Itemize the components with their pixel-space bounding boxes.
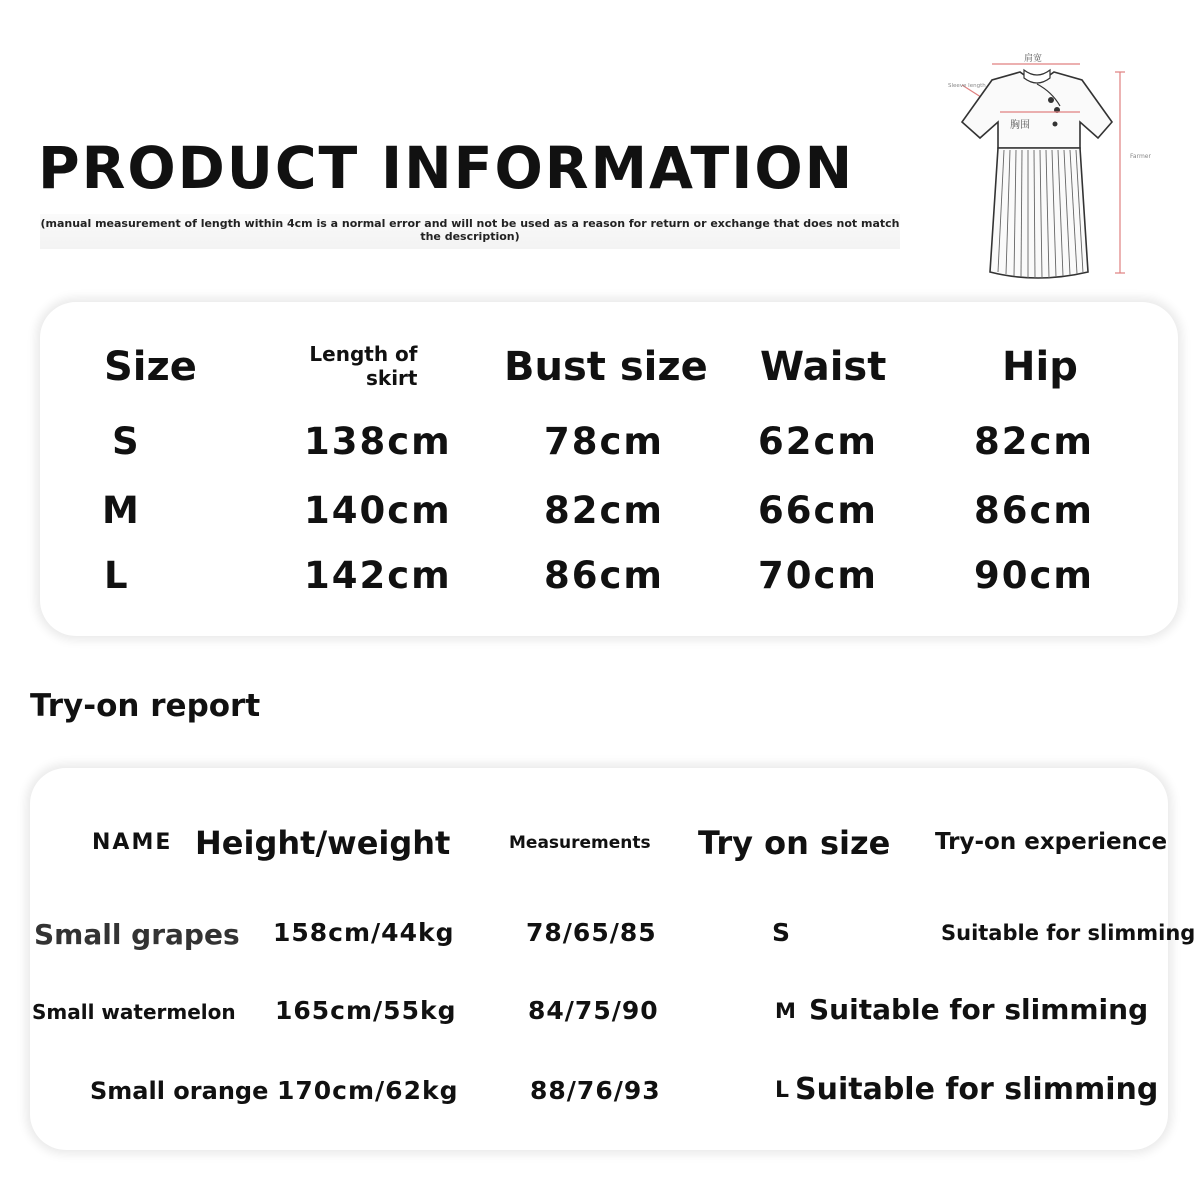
tryon-measurements-cell: 88/76/93	[530, 1076, 661, 1105]
size-cell: S	[112, 420, 141, 463]
waist-cell: 62cm	[758, 420, 878, 463]
waist-header: Waist	[760, 344, 887, 390]
tryon-name-cell: Small grapes	[34, 918, 240, 951]
tryon-name-cell: Small watermelon	[32, 1000, 236, 1024]
hip-header: Hip	[1002, 344, 1078, 390]
bust-cell: 78cm	[544, 420, 664, 463]
length-cell: 142cm	[304, 554, 452, 597]
size-cell: L	[104, 554, 130, 597]
length-header	[308, 342, 417, 390]
hip-cell: 90cm	[974, 554, 1094, 597]
hip-cell: 82cm	[974, 420, 1094, 463]
length-cell: 140cm	[304, 489, 452, 532]
measurements-header: Measurements	[509, 833, 651, 853]
tryon-size-cell: S	[772, 918, 792, 947]
tryon-height-weight-cell: 165cm/55kg	[275, 996, 457, 1025]
tryon-size-cell: L	[775, 1078, 790, 1103]
bust-cell: 82cm	[544, 489, 664, 532]
tryon-experience-header: Try-on experience	[935, 829, 1168, 855]
page-title: PRODUCT INFORMATION	[38, 134, 855, 202]
tryon-height-weight-cell: 158cm/44kg	[273, 918, 455, 947]
bust-cell: 86cm	[544, 554, 664, 597]
waist-cell: 70cm	[758, 554, 878, 597]
length-cell: 138cm	[304, 420, 452, 463]
hip-cell: 86cm	[974, 489, 1094, 532]
tryon-measurements-cell: 84/75/90	[528, 996, 659, 1025]
tryon-height-weight-cell: 170cm/62kg	[277, 1076, 459, 1105]
length-label: Farmer	[1130, 153, 1151, 160]
sleeve-length-label: Sleeve length	[948, 83, 986, 89]
tryon-experience-cell: Suitable for slimming	[795, 1072, 1159, 1107]
waist-cell: 66cm	[758, 489, 878, 532]
tryon-section-title: Try-on report	[30, 688, 261, 724]
tryon-size-cell: M	[775, 999, 796, 1023]
length-header-line2: skirt	[366, 366, 418, 390]
tryon-size-header: Try on size	[698, 824, 891, 862]
size-header: Size	[104, 344, 197, 390]
measurement-note: (manual measurement of length within 4cm is a normal error and will not be used as a reason for return or exchange that does not match the description)	[40, 214, 900, 249]
length-header-line1: Length of	[309, 342, 418, 366]
tryon-experience-cell: Suitable for slimming	[809, 993, 1149, 1026]
size-table-card	[40, 302, 1178, 636]
size-cell: M	[102, 489, 141, 532]
bust-header: Bust size	[504, 344, 708, 390]
height-weight-header: Height/weight	[195, 824, 451, 862]
tryon-table-card	[30, 768, 1196, 1150]
dress-diagram-illustration	[940, 40, 1180, 290]
name-header: NAME	[92, 830, 173, 855]
bust-label: 胸围	[1010, 120, 1030, 131]
tryon-experience-cell: Suitable for slimming	[941, 921, 1196, 945]
tryon-measurements-cell: 78/65/85	[526, 918, 657, 947]
shoulder-width-label: 肩宽	[1024, 54, 1043, 64]
tryon-name-cell: Small orange	[90, 1077, 269, 1105]
